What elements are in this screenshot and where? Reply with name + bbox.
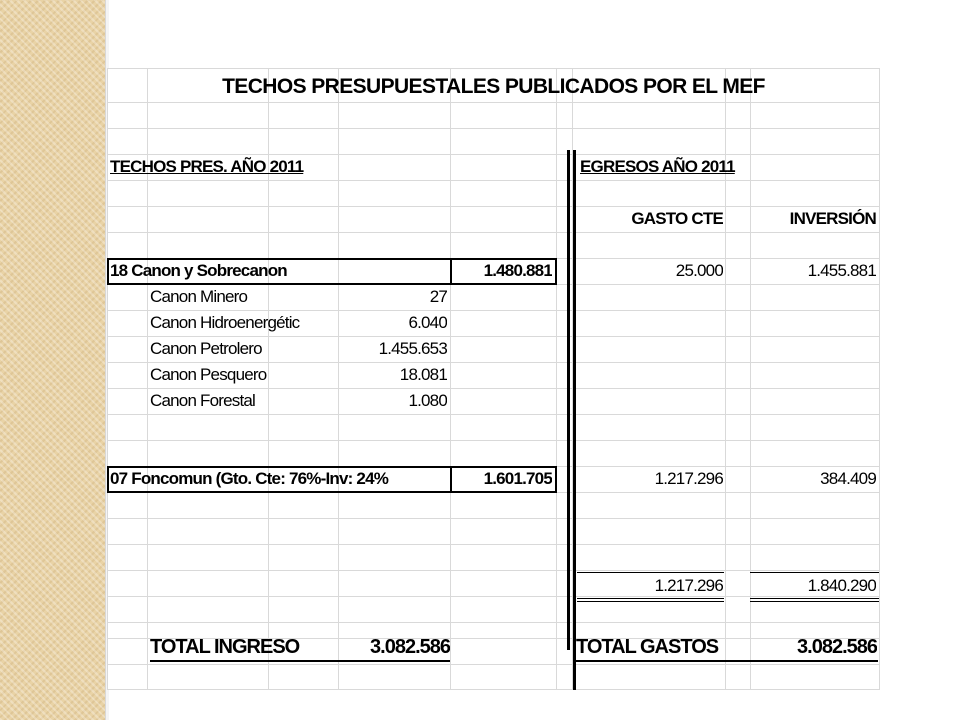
canon-item-label: Canon Hidroenergétic xyxy=(150,313,300,332)
subtotal-inversion: 1.840.290 xyxy=(807,576,876,595)
foncomun-gasto-cte: 1.217.296 xyxy=(654,469,723,488)
grid-line xyxy=(107,68,880,69)
total-ingreso-label: TOTAL INGRESO xyxy=(150,636,300,658)
section-divider-line xyxy=(567,150,570,650)
decorative-side-strip xyxy=(0,0,105,720)
grid-line xyxy=(107,102,880,103)
canon-item-value: 1.455.653 xyxy=(378,339,447,358)
canon-item-label: Canon Pesquero xyxy=(150,365,267,384)
grid-line xyxy=(107,180,880,181)
foncomun-total: 1.601.705 xyxy=(483,469,552,488)
total-gastos-underline xyxy=(576,660,878,662)
page-title: TECHOS PRESUPUESTALES PUBLICADOS POR EL MEF xyxy=(222,75,765,98)
foncomun-inversion: 384.409 xyxy=(820,469,876,488)
total-gastos-label: TOTAL GASTOS xyxy=(576,636,719,658)
canon-item-value: 1.080 xyxy=(408,391,447,410)
foncomun-label: 07 Foncomun (Gto. Cte: 76%-Inv: 24% xyxy=(110,469,389,488)
left-section-heading: TECHOS PRES. AÑO 2011 xyxy=(110,157,304,176)
canon-item-value: 6.040 xyxy=(408,313,447,332)
inversion-header: INVERSIÓN xyxy=(789,209,876,228)
canon-inversion: 1.455.881 xyxy=(807,261,876,280)
right-section-heading: EGRESOS AÑO 2011 xyxy=(580,157,735,176)
gasto-cte-header: GASTO CTE xyxy=(631,209,723,228)
canon-item-value: 18.081 xyxy=(399,365,447,384)
grid-line xyxy=(107,689,880,690)
grid-line xyxy=(107,622,880,623)
section-divider-line xyxy=(573,150,576,690)
spreadsheet xyxy=(107,68,880,690)
grid-line xyxy=(107,544,880,545)
subtotal-gasto-cte: 1.217.296 xyxy=(654,576,723,595)
canon-gasto-cte: 25.000 xyxy=(675,261,723,280)
total-gastos-value: 3.082.586 xyxy=(797,636,877,658)
canon-total: 1.480.881 xyxy=(483,261,552,280)
grid-line xyxy=(107,570,880,571)
subtotal-double-underline xyxy=(750,598,879,602)
canon-item-value: 27 xyxy=(429,287,447,306)
canon-label: 18 Canon y Sobrecanon xyxy=(110,261,287,280)
grid-line xyxy=(107,414,880,415)
total-ingreso-value: 3.082.586 xyxy=(370,636,450,658)
grid-line xyxy=(107,440,880,441)
canon-item-label: Canon Minero xyxy=(150,287,248,306)
total-ingreso-underline xyxy=(150,660,450,662)
subtotal-double-underline xyxy=(577,598,724,602)
grid-line xyxy=(107,664,880,665)
grid-line xyxy=(107,518,880,519)
grid-line xyxy=(107,128,880,129)
canon-item-label: Canon Petrolero xyxy=(150,339,262,358)
canon-item-label: Canon Forestal xyxy=(150,391,256,410)
grid-line xyxy=(107,232,880,233)
